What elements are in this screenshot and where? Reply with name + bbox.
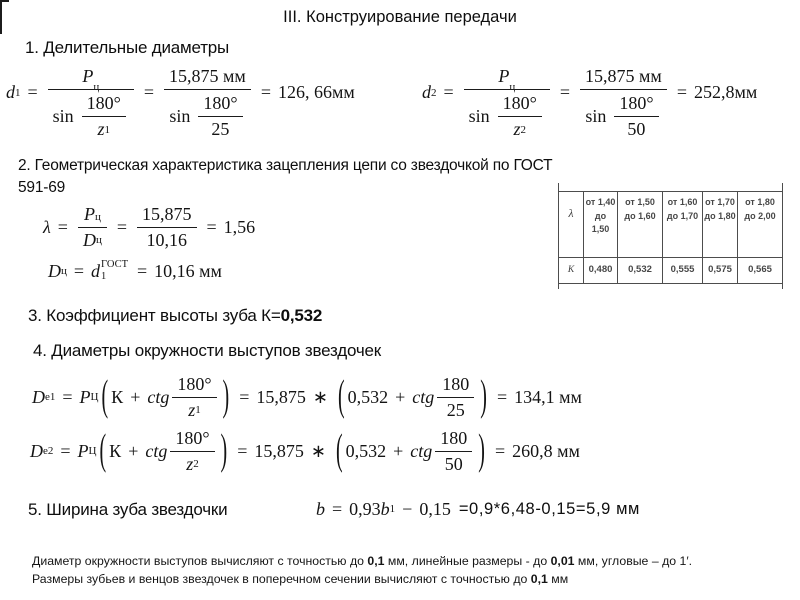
right-paren: ) [222,372,230,420]
fraction-denominator: D ц [78,227,107,251]
formula-d2: d 2 = P ц sin 180° z 2 = 15,875 мм sin $\frac{180^\circ}{50}$ = 252,8мм [422,45,757,140]
p-var: P [82,66,94,86]
fraction-numerator: P ц [82,66,100,93]
d1-result: 126, 66мм [277,82,355,102]
inner-numerator: 180° [203,93,238,113]
inner-numerator: 180° [502,93,537,113]
plus-sign: + [128,440,139,461]
note-text: мм [547,572,569,586]
ctg-operator: ctg [412,386,435,407]
p-var: P [83,203,95,224]
inner-denominator: z 1 [82,116,126,140]
factor-value: 15,875 [254,440,304,461]
note-value: 0,1 [367,554,385,568]
z-var: z [186,453,194,474]
right-paren: ) [478,426,485,474]
equals-sign: = [206,216,217,237]
equals-sign: = [239,386,250,407]
k-value-cell: 0,555 [663,258,703,284]
de1-var: D [32,386,45,407]
fraction [580,45,667,140]
section-3-heading-value: 0,532 [280,306,323,325]
formula-dc: D ц = d ГОСТ 1 = 10,16 мм [48,258,222,282]
sin-operator: sin [585,106,607,126]
fraction-denominator: z 2 [170,451,214,475]
d-gost-supsub [101,259,128,283]
equals-sign: = [116,216,127,237]
inner-denominator: 50 [614,116,658,140]
b1-var: b [380,498,390,519]
inner-fraction [614,93,658,140]
de2-result: 260,8 мм [512,440,580,461]
ctg-operator: ctg [145,440,168,461]
formula-lambda [43,203,255,251]
fraction [170,428,214,475]
section-2-heading-line1: 2. Геометрическая характеристика зацепления цепи со звездочкой по ГОСТ [18,157,553,174]
fraction-numerator: 180 [440,427,468,448]
plus-sign: + [393,440,404,461]
formula-de2: D e2 = P Ц ( К + ctg 180° z 2 ) = 15,875 ∗ ( 0,532 + ctg $\frac{180}{50}$ ) = 260,8 мм [30,424,580,478]
formula-de1: D e1 = P Ц ( К + ctg 180° z 1 ) = 15,875 ∗ ( 0,532 + ctg $\frac{180}{25}$ ) = 134,1 мм [32,370,582,424]
sin-operator: sin [169,106,191,126]
fraction-numerator: 15,875 мм [585,66,662,86]
fraction [437,374,474,421]
formula-b: b = 0,93 b 1 − 0,15 =0,9*6,48-0,15=5,9 мм [316,498,640,519]
formula-d1: d 1 = P ц sin 180° z 1 = 15,875 мм sin $\frac{180^\circ}{25}$ = 126, 66мм [6,45,355,140]
scan-artifact-top [0,0,9,2]
note-value: 0,1 [530,572,548,586]
precision-note-line2 [32,570,692,588]
fraction [137,204,197,251]
sin-operator: sin [468,106,490,126]
gost-k-table [558,191,783,284]
slide-title: III. Конструирование передачи [283,8,517,26]
equals-sign: = [494,440,506,461]
left-paren: ( [101,372,109,420]
z-var: z [188,399,196,420]
k-value: 0,532 [345,440,387,461]
de1-result: 134,1 мм [514,386,582,407]
fraction [164,45,251,140]
section-3-heading [28,306,322,326]
table-header-row [559,192,783,258]
d-var: D [82,229,96,250]
d2-var: d [422,82,431,102]
equals-sign: = [332,498,343,519]
d1-var: d [6,82,15,102]
equals-sign: = [136,260,148,281]
multiply-sign: ∗ [312,386,328,407]
equals-sign: = [559,82,571,102]
factor-value: 15,875 [256,386,306,407]
p-var: P [77,440,89,461]
left-paren: ( [337,372,345,420]
k-value-cell: 0,565 [738,258,783,284]
sin-operator: sin [52,106,74,126]
lambda-var: λ [43,216,51,237]
z-var: z [97,119,105,139]
d-gost-var: d [91,260,101,281]
b-numeric-result: =0,9*6,48-0,15=5,9 мм [458,499,640,518]
fraction-denominator [464,89,550,140]
fraction-numerator: 15,875 мм [169,66,246,86]
equals-sign: = [143,82,155,102]
right-paren: ) [220,426,228,474]
note-text: мм, угловые – до 1′. [574,554,693,568]
fraction-numerator: 180° [175,427,210,448]
plus-sign: + [130,386,141,407]
fraction-numerator: 180° [177,373,212,394]
inner-numerator: 180° [619,93,654,113]
fraction [48,45,134,140]
b-coef: 0,93 [349,498,381,519]
dc-var: D [48,260,61,281]
plus-sign: + [395,386,406,407]
fraction [78,204,107,251]
fraction [464,45,550,140]
fraction-numerator: P ц [498,66,516,93]
de2-var: D [30,440,43,461]
note-text: Диаметр окружности выступов вычисляют с точностью до [32,554,368,568]
equals-sign: = [676,82,687,102]
precision-note [32,552,692,588]
equals-sign: = [60,440,71,461]
inner-fraction [498,93,542,140]
p-var: P [79,386,91,407]
section-3-heading-text: 3. Коэффициент высоты зуба К= [28,306,281,325]
fraction [435,428,472,475]
ctg-operator: ctg [410,440,433,461]
fraction [172,374,216,421]
k-value-cell: 0,532 [618,258,663,284]
equals-sign: = [73,260,85,281]
equals-sign: = [496,386,508,407]
ctg-operator: ctg [147,386,170,407]
k-value-cell: 0,480 [584,258,618,284]
equals-sign: = [27,82,38,102]
equals-sign: = [62,386,73,407]
equals-sign: = [260,82,271,102]
range-cell: от 1,40 до 1,50 [584,192,618,258]
d-gost-sub: 1 [101,271,107,282]
fraction-numerator: 180 [442,373,470,394]
lambda-label-cell: λ [559,192,584,258]
k-label-cell: K [559,258,584,284]
z-var: z [513,119,521,139]
k-coef: К [109,440,122,461]
k-coef: К [111,386,124,407]
note-value: 0,01 [550,554,575,568]
fraction-denominator: 25 [437,397,474,421]
fraction-denominator [580,89,667,140]
fraction-numerator: P ц [83,203,101,224]
multiply-sign: ∗ [310,440,326,461]
inner-fraction [82,93,126,140]
left-paren: ( [99,426,107,474]
k-value: 0,532 [347,386,389,407]
dc-result: 10,16 мм [154,260,222,281]
range-cell: от 1,60 до 1,70 [663,192,703,258]
inner-denominator: 25 [198,116,242,140]
inner-numerator: 180° [86,93,121,113]
fraction-denominator: 10,16 [137,227,197,251]
k-value-cell: 0,575 [703,258,738,284]
range-cell: от 1,80 до 2,00 [738,192,783,258]
equals-sign: = [237,440,248,461]
equals-sign: = [443,82,454,102]
fraction-denominator: z 1 [172,397,216,421]
minus-sign: − [402,498,413,519]
table-value-row [559,258,783,284]
fraction-denominator [164,89,251,140]
section-5-heading: 5. Ширина зуба звездочки [28,500,228,519]
range-cell: от 1,50 до 1,60 [618,192,663,258]
b-var: b [316,498,325,519]
right-paren: ) [480,372,487,420]
left-paren: ( [335,426,343,474]
section-1-heading: 1. Делительные диаметры [25,38,230,57]
inner-fraction [198,93,242,140]
equals-sign: = [57,216,68,237]
precision-note-line1 [32,552,692,570]
section-2-heading-line2: 591-69 [18,179,66,196]
p-var: P [498,66,510,86]
fraction-denominator: 50 [435,451,472,475]
range-cell: от 1,70 до 1,80 [703,192,738,258]
d2-result: 252,8мм [693,82,758,102]
note-text: мм, линейные размеры - до [384,554,551,568]
note-text: Размеры зубьев и венцов звездочек в поперечном сечении вычисляют с точностью до [32,572,531,586]
section-4-heading: 4. Диаметры окружности выступов звездочек [33,341,382,360]
k-coefficient-table [558,191,783,284]
fraction-numerator: 15,875 [142,203,192,224]
fraction-denominator [48,89,134,140]
lambda-result: 1,56 [223,216,256,237]
inner-denominator: z 2 [498,116,542,140]
b-const: 0,15 [419,498,451,519]
d-gost-sup: ГОСТ [101,258,128,270]
